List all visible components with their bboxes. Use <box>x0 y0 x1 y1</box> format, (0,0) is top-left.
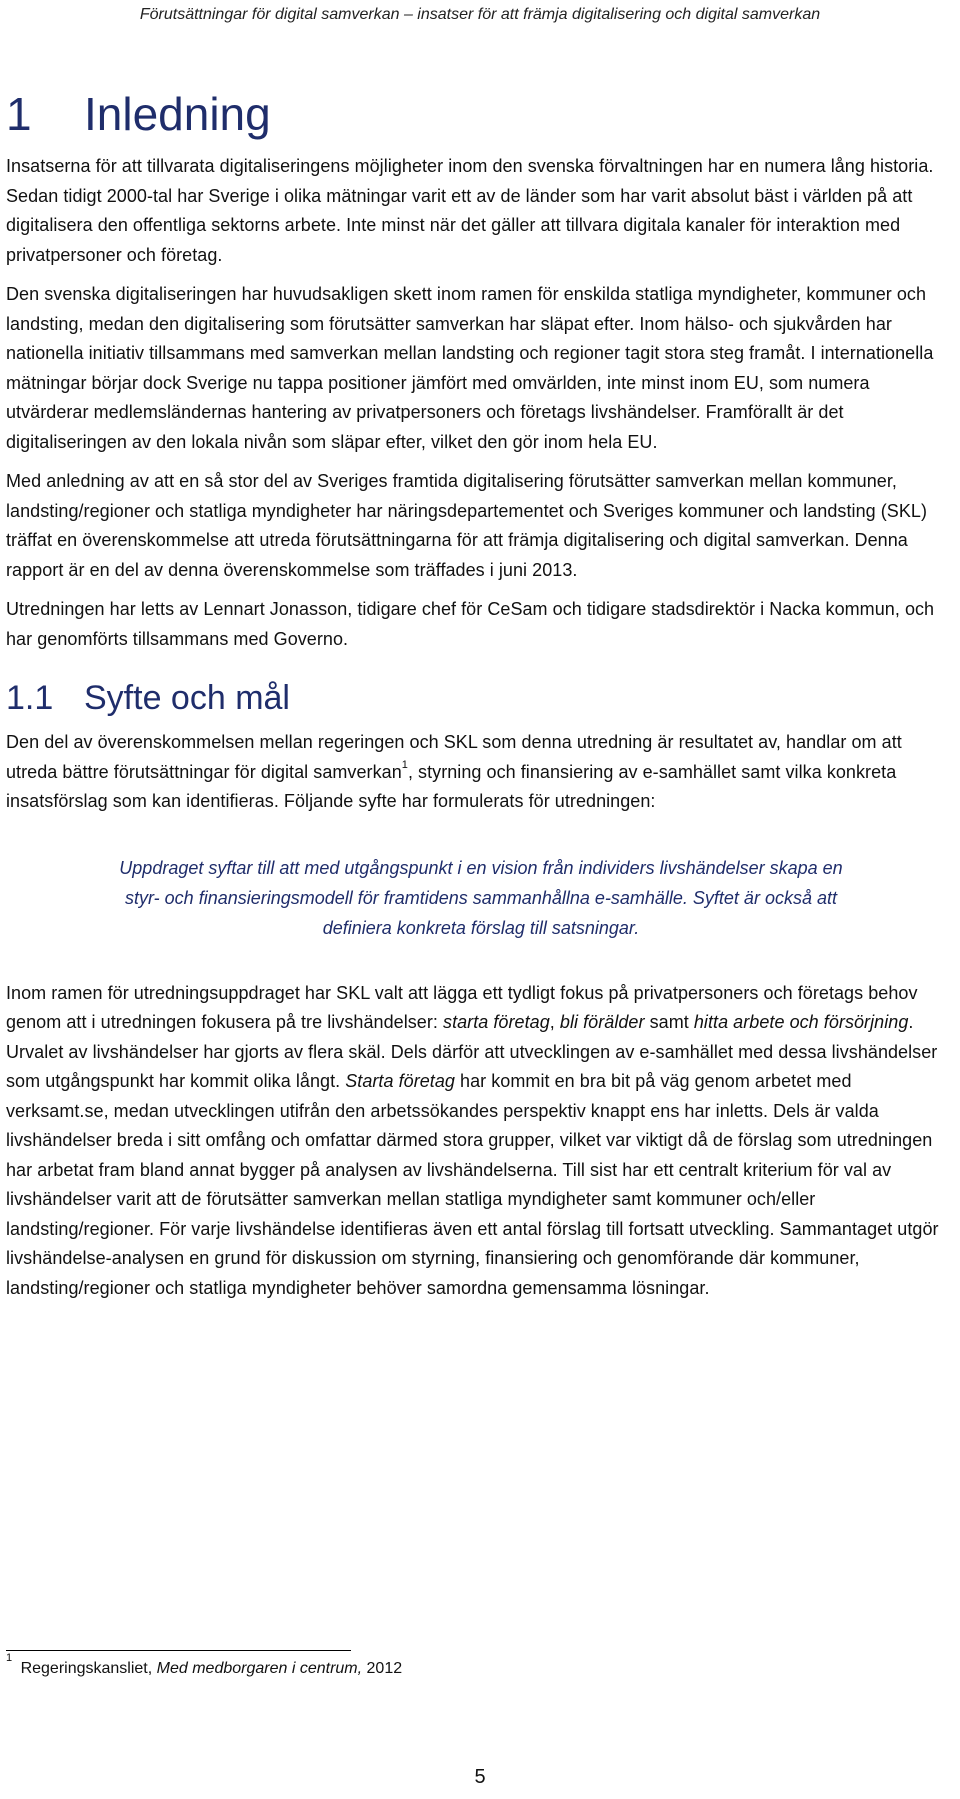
running-header: Förutsättningar för digital samverkan – insatser för att främja digitalisering och digital samverkan <box>139 6 821 23</box>
footnote-separator <box>6 1650 351 1651</box>
section-heading-1 <box>6 86 956 142</box>
paragraph-text: , <box>549 1012 560 1032</box>
paragraph: Utredningen har letts av Lennart Jonasson, tidigare chef för CeSam och tidigare stadsdirektör i Nacka kommun, och har genomförts tillsammans med Governo. <box>6 599 935 649</box>
emphasis: bli förälder <box>559 1012 645 1032</box>
emphasis: starta företag <box>443 1012 550 1032</box>
page-number: 5 <box>474 1766 486 1788</box>
subsection-number: 1.1 <box>6 679 54 717</box>
footnote-reference[interactable]: 1 <box>401 758 408 771</box>
paragraph-text: Inom ramen för utredningsuppdraget har SKL valt att lägga ett tydligt fokus på privatpersoners och företags behov genom att i utredningen fokusera på tre livshändelser: <box>6 982 918 1032</box>
paragraph-text: Den del av överenskommelsen mellan regeringen och SKL som denna utredning är resultatet av, handlar om att utreda bättre förutsättningar för digital samverkan <box>6 732 902 782</box>
paragraph-text: , styrning och finansiering av e-samhället samt vilka konkreta insatsförslag som kan identifieras. Följande syfte har formulerats för utredningen: <box>6 761 897 811</box>
emphasis: Starta företag <box>345 1071 455 1091</box>
subsection-title: Syfte och mål <box>84 679 290 717</box>
purpose-quote: Uppdraget syftar till att med utgångspunkt i en vision från individers livshändelser skapa en styr- och finansieringsmodell för framtidens sammanhållna e-samhälle. Syftet är också att definiera konkreta förslag till satsningar. <box>119 857 843 938</box>
paragraph: Den svenska digitaliseringen har huvudsakligen skett inom ramen för enskilda statliga myndigheter, kommuner och landsting, medan den digitalisering som förutsätter samverkan har släpat efter. Inom hälso- och sjukvården har nationella initiativ tillsammans med samverkan mellan landsting och regioner tagit stora steg framåt. I internationella mätningar börjar dock Sverige nu tappa positioner jämfört med omvärlden, inte minst inom EU, som numera utvärderar medlemsländernas hantering av privatpersoners och företags livshändelser. Framförallt är det digitaliseringen av den lokala nivån som släpar efter, vilket den gör inom hela EU. <box>6 284 934 452</box>
paragraph-text: samt <box>644 1012 694 1032</box>
footnote-text: Regeringskansliet, <box>16 1660 157 1677</box>
section-heading-1-1 <box>6 676 956 720</box>
section-title: Inledning <box>84 88 271 140</box>
footnote-text: 2012 <box>362 1660 403 1677</box>
emphasis: hitta arbete och försörjning <box>693 1012 909 1032</box>
paragraph: Insatserna för att tillvarata digitaliseringens möjligheter inom den svenska förvaltningen har en numera lång historia. Sedan tidigt 2000-tal har Sverige i olika mätningar varit ett av de länder som har varit absolut bäst i världen på att digitalisera den offentliga sektorns arbete. Inte minst när det gäller att tillvara digitala kanaler för interaktion med privatpersoner och företag. <box>6 156 934 265</box>
section-number: 1 <box>6 88 32 140</box>
document-body <box>6 86 956 1313</box>
footnote-title: Med medborgaren i centrum, <box>156 1660 363 1677</box>
footnote-marker: 1 <box>6 1651 13 1664</box>
paragraph: Med anledning av att en så stor del av Sveriges framtida digitalisering förutsätter samverkan mellan kommuner, landsting/regioner och statliga myndigheter har näringsdepartementet och Sveriges kommuner och landsting (SKL) träffat en överenskommelse att utreda förutsättningarna för att främja digitalisering och digital samverkan. Denna rapport är en del av denna överenskommelse som träffades i juni 2013. <box>6 471 928 580</box>
footnote <box>6 1651 403 1678</box>
paragraph <box>6 979 956 1304</box>
paragraph-text: har kommit en bra bit på väg genom arbetet med verksamt.se, medan utvecklingen utifrån den arbetssökandes perspektiv knappt ens har inletts. Dels är valda livshändelser breda i sitt omfång och omfattar därmed stora grupper, vilket var viktigt då de förslag som utredningen har arbetat fram bland annat bygger på analysen av livshändelserna. Till sist har ett centralt kriterium för val av livshändelser varit att de förutsätter samverkan mellan statliga myndigheter samt kommuner och/eller landsting/regioner. För varje livshändelse identifieras även ett antal förslag till fortsatt utveckling. Sammantaget utgör livshändelse-analysen en grund för diskussion om styrning, finansiering och genomförande där kommuner, landsting/regioner och statliga myndigheter behöver samordna gemensamma lösningar. <box>6 1071 939 1298</box>
paragraph-text: . Urvalet av livshändelser har gjorts av flera skäl. Dels därför att utvecklingen av e-samhället med dessa livshändelser som utgångspunkt har kommit olika långt. <box>6 1012 938 1091</box>
paragraph <box>6 728 956 817</box>
